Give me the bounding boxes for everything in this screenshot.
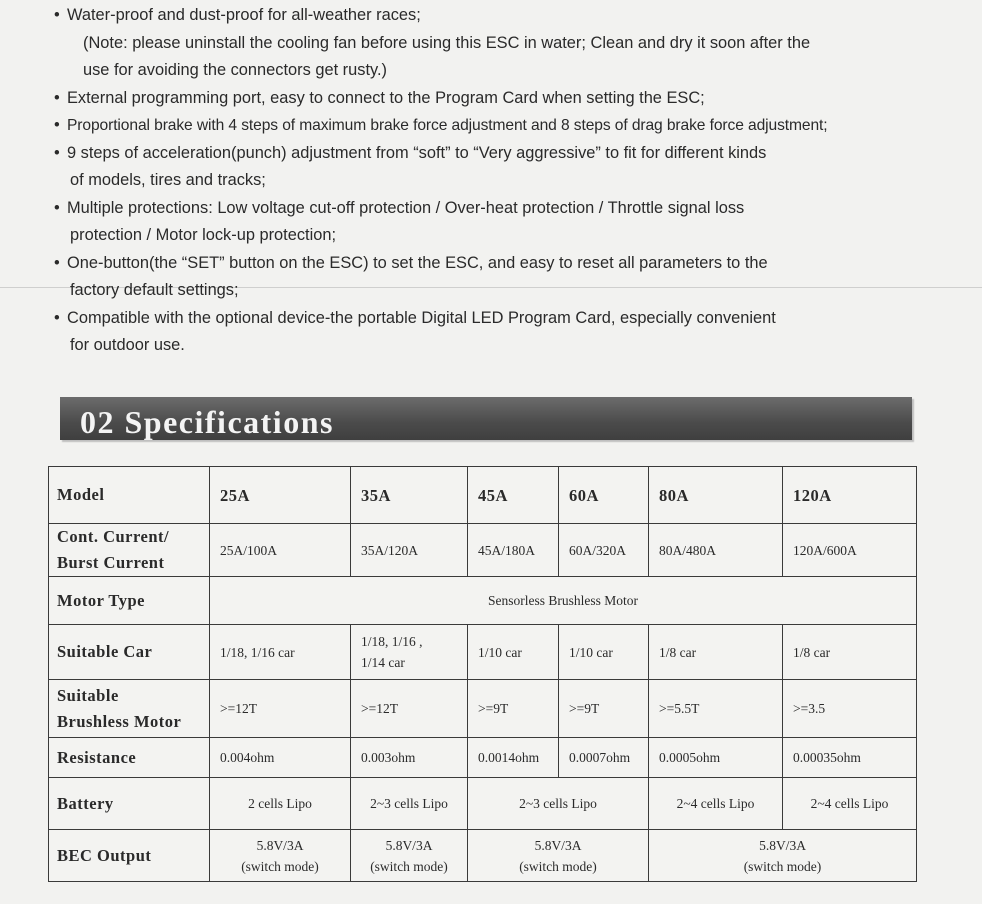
table-cell: 2~3 cells Lipo [468, 778, 649, 830]
table-cell: 60A/320A [559, 524, 649, 577]
table-cell: >=12T [351, 680, 468, 738]
feature-text: Multiple protections: Low voltage cut-off protection / Over-heat protection / Throttle signal loss [67, 198, 745, 217]
feature-text: Water-proof and dust-proof for all-weather races; [67, 6, 421, 24]
row-label-line: Burst Current [57, 553, 165, 572]
bec-value: 5.8V/3A [385, 837, 433, 853]
table-cell: 2~4 cells Lipo [783, 778, 917, 830]
bullet-dot: • [54, 308, 60, 327]
feature-item [54, 195, 954, 250]
feature-text: 9 steps of acceleration(punch) adjustment from “soft” to “Very aggressive” to fit for different kinds [67, 143, 767, 162]
table-header-cell: 120A [783, 467, 917, 524]
table-cell [351, 830, 468, 882]
table-cell [351, 625, 468, 680]
table-cell: >=12T [210, 680, 351, 738]
table-row [49, 778, 917, 830]
feature-note: (Note: please uninstall the cooling fan before using this ESC in water; Clean and dry it soon after the [83, 33, 811, 52]
table-cell: 35A/120A [351, 524, 468, 577]
table-cell: >=9T [559, 680, 649, 738]
table-row [49, 680, 917, 738]
row-label [49, 524, 210, 577]
table-cell: 80A/480A [649, 524, 783, 577]
row-label-line: Cont. Current/ [57, 527, 170, 546]
table-cell: 2~3 cells Lipo [351, 778, 468, 830]
bec-value: 5.8V/3A [759, 837, 806, 853]
row-label [49, 680, 210, 738]
specifications-table [48, 466, 917, 882]
table-row [49, 738, 917, 778]
bullet-dot: • [54, 253, 60, 272]
table-cell: 0.0007ohm [559, 738, 649, 778]
bullet-dot: • [54, 88, 60, 107]
row-label: BEC Output [49, 830, 210, 882]
table-cell: >=9T [468, 680, 559, 738]
feature-list [54, 2, 954, 360]
bec-mode: (switch mode) [370, 858, 448, 874]
bullet-dot: • [54, 6, 60, 24]
feature-text-continued: of models, tires and tracks; [70, 171, 266, 189]
table-cell [210, 830, 351, 882]
feature-item [54, 112, 954, 140]
bullet-dot: • [54, 143, 60, 162]
bullet-dot: • [54, 198, 60, 217]
feature-item [54, 250, 954, 305]
table-cell: 120A/600A [783, 524, 917, 577]
table-cell: 1/8 car [649, 625, 783, 680]
table-header-cell: 35A [351, 467, 468, 524]
row-label-line: Suitable [57, 685, 119, 705]
feature-text: Compatible with the optional device-the portable Digital LED Program Card, especially convenient [67, 308, 776, 327]
feature-text: One-button(the “SET” button on the ESC) to set the ESC, and easy to reset all parameters to the [67, 253, 768, 272]
table-cell: 1/18, 1/16 car [210, 625, 351, 680]
table-header-cell: 60A [559, 467, 649, 524]
table-cell: 0.004ohm [210, 738, 351, 778]
bec-mode: (switch mode) [241, 858, 319, 874]
table-cell: 2 cells Lipo [210, 778, 351, 830]
feature-item [54, 2, 954, 85]
row-label: Battery [49, 778, 210, 830]
feature-text-continued: for outdoor use. [70, 336, 185, 354]
bec-value: 5.8V/3A [534, 837, 582, 853]
bec-mode: (switch mode) [519, 858, 597, 874]
row-label: Suitable Car [49, 625, 210, 680]
table-cell: 1/8 car [783, 625, 917, 680]
table-cell: 0.0014ohm [468, 738, 559, 778]
feature-item [54, 85, 954, 113]
table-row [49, 577, 917, 625]
feature-text-continued: protection / Motor lock-up protection; [70, 226, 337, 244]
table-cell: Sensorless Brushless Motor [210, 577, 917, 625]
feature-note: use for avoiding the connectors get rusty.) [83, 61, 387, 79]
cell-line: 1/18, 1/16 , [361, 634, 423, 649]
table-cell: >=5.5T [649, 680, 783, 738]
table-cell: 1/10 car [468, 625, 559, 680]
table-cell: 25A/100A [210, 524, 351, 577]
feature-text-continued: factory default settings; [70, 281, 239, 299]
table-row [49, 467, 917, 524]
table-cell: 0.003ohm [351, 738, 468, 778]
table-header-cell: 25A [210, 467, 351, 524]
bec-mode: (switch mode) [743, 858, 822, 874]
section-title: 02 Specifications [80, 404, 334, 440]
table-row [49, 830, 917, 882]
table-cell: 2~4 cells Lipo [649, 778, 783, 830]
table-row [49, 625, 917, 680]
table-cell: 0.00035ohm [783, 738, 917, 778]
table-row [49, 524, 917, 577]
row-label: Motor Type [49, 577, 210, 625]
model-header: Model [49, 467, 210, 524]
feature-text: External programming port, easy to connect to the Program Card when setting the ESC; [67, 88, 705, 107]
row-label-line: Brushless Motor [57, 711, 182, 731]
table-cell: 0.0005ohm [649, 738, 783, 778]
feature-item [54, 305, 954, 360]
bec-value: 5.8V/3A [256, 837, 304, 853]
feature-item [54, 140, 954, 195]
table-cell: 45A/180A [468, 524, 559, 577]
table-cell: 1/10 car [559, 625, 649, 680]
table-cell: >=3.5 [783, 680, 917, 738]
feature-text: Proportional brake with 4 steps of maximum brake force adjustment and 8 steps of drag brake force adjustment; [67, 117, 828, 134]
cell-line: 1/14 car [361, 655, 405, 670]
table-header-cell: 80A [649, 467, 783, 524]
row-label: Resistance [49, 738, 210, 778]
table-header-cell: 45A [468, 467, 559, 524]
bullet-dot: • [54, 116, 60, 134]
table-cell [649, 830, 917, 882]
table-cell [468, 830, 649, 882]
